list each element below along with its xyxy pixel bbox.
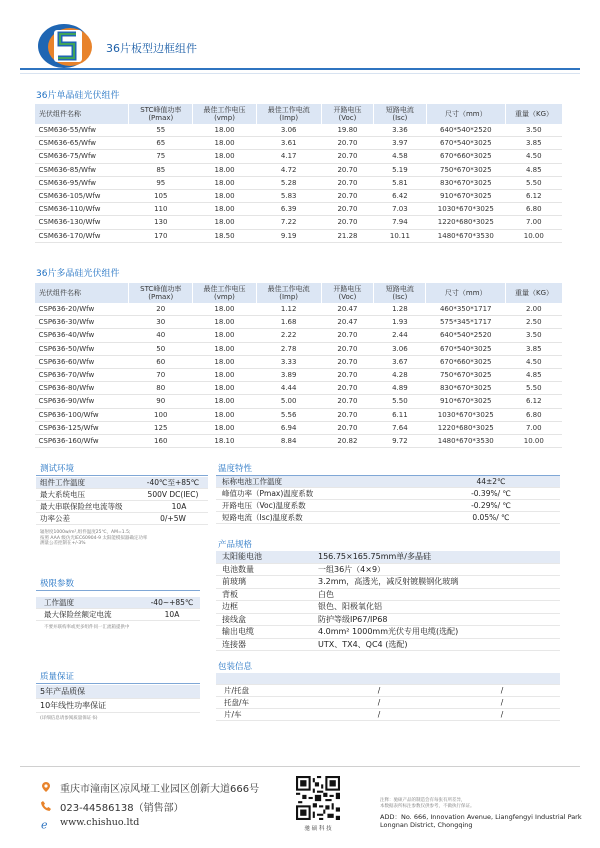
table-cell: 670*660*3025 bbox=[426, 355, 506, 368]
temperature-title: 温度特性 bbox=[218, 464, 253, 474]
mono-column-header-line: 尺寸（mm） bbox=[444, 110, 487, 118]
table-cell: 6.12 bbox=[506, 189, 562, 202]
table-cell: 18.00 bbox=[193, 150, 256, 163]
poly-column-header bbox=[374, 283, 426, 303]
table-cell: 1.12 bbox=[256, 303, 321, 316]
mono-column-header-line: 光伏组件名称 bbox=[39, 110, 81, 118]
table-cell: CSM636-55/Wfw bbox=[35, 124, 129, 137]
table-cell: 20.70 bbox=[321, 189, 374, 202]
table-row bbox=[35, 395, 563, 408]
poly-section-title: 36片多晶硅光伏组件 bbox=[36, 269, 120, 279]
table-cell: 20.70 bbox=[321, 203, 374, 216]
test-env-title: 测试环境 bbox=[40, 464, 75, 474]
table-cell: 95 bbox=[129, 176, 193, 189]
table-cell: 670*540*3025 bbox=[426, 342, 506, 355]
packing-list bbox=[216, 673, 560, 721]
table-cell: 1.93 bbox=[374, 316, 426, 329]
table-cell: 18.00 bbox=[193, 382, 256, 395]
table-cell: 90 bbox=[129, 395, 193, 408]
table-cell: 1.68 bbox=[256, 316, 321, 329]
table-row bbox=[35, 434, 563, 447]
table-cell: 6.80 bbox=[506, 408, 562, 421]
poly-column-header-line: 光伏组件名称 bbox=[39, 289, 81, 297]
location-pin-icon bbox=[40, 781, 52, 793]
table-row bbox=[35, 137, 563, 150]
table-cell: CSP636-160/Wfw bbox=[35, 434, 129, 447]
table-cell: 20.47 bbox=[321, 303, 374, 316]
table-cell: 670*540*3025 bbox=[426, 137, 506, 150]
test-env-row: 组件工作温度 -40℃至+85℃ bbox=[36, 477, 208, 489]
table-row bbox=[35, 329, 563, 342]
poly-column-header-line: 最佳工作电压 bbox=[203, 285, 246, 293]
qr-caption: 驰 硕 科 技 bbox=[304, 826, 332, 832]
table-cell: 18.00 bbox=[193, 342, 256, 355]
footer-address: 重庆市潼南区凉风垭工业园区创新大道666号 bbox=[60, 784, 260, 795]
table-cell: 5.00 bbox=[256, 395, 321, 408]
table-cell: 18.50 bbox=[193, 229, 256, 242]
product-row: 连接器 UTX、TX4、QC4 (选配) bbox=[216, 639, 560, 652]
footer-en-address-1: ADD：No. 666, Innovation Avenue, Liangfengyi Industrial Park bbox=[380, 813, 582, 821]
table-cell: 20.70 bbox=[321, 329, 374, 342]
table-cell: 6.12 bbox=[506, 395, 562, 408]
limits-list bbox=[36, 597, 200, 631]
table-cell: 5.50 bbox=[374, 395, 426, 408]
table-cell: 20.47 bbox=[321, 316, 374, 329]
table-cell: CSP636-50/Wfw bbox=[35, 342, 129, 355]
warranty-row: 5年产品质保 bbox=[36, 685, 200, 699]
footer-en-address-2: Longnan District, Chongqing bbox=[380, 821, 473, 829]
table-cell: 6.39 bbox=[256, 203, 321, 216]
temperature-row: 短路电流（Isc)温度系数 0.05%/ ℃ bbox=[216, 512, 560, 524]
product-row: 接线盒 防护等级IP67/IP68 bbox=[216, 614, 560, 627]
mono-column-header-line: (Imp) bbox=[279, 114, 299, 122]
mono-column-header-line: 开路电压 bbox=[333, 106, 362, 114]
mono-column-header-line: STC峰值功率 bbox=[140, 106, 182, 114]
table-cell: 7.22 bbox=[256, 216, 321, 229]
table-cell: 18.00 bbox=[193, 408, 256, 421]
table-cell: 18.00 bbox=[193, 395, 256, 408]
table-cell: 40 bbox=[129, 329, 193, 342]
warranty-row: 10年线性功率保证 bbox=[36, 699, 200, 713]
table-cell: 4.72 bbox=[256, 163, 321, 176]
table-cell: 18.00 bbox=[193, 303, 256, 316]
table-row bbox=[35, 421, 563, 434]
mono-column-header-line: 重量（KG） bbox=[515, 110, 554, 118]
table-cell: 5.81 bbox=[374, 176, 426, 189]
table-row bbox=[35, 303, 563, 316]
table-cell: CSM636-95/Wfw bbox=[35, 176, 129, 189]
table-cell: 20.70 bbox=[321, 163, 374, 176]
poly-column-header bbox=[35, 283, 129, 303]
table-cell: 3.89 bbox=[256, 368, 321, 381]
table-cell: CSM636-85/Wfw bbox=[35, 163, 129, 176]
table-row bbox=[35, 408, 563, 421]
table-cell: 7.00 bbox=[506, 216, 562, 229]
poly-column-header-line: (Imp) bbox=[279, 293, 299, 301]
limits-note: 不要并联构率或更多组件同一汇流箱提供中 bbox=[44, 625, 130, 630]
poly-column-header-line: 开路电压 bbox=[333, 285, 362, 293]
table-row bbox=[35, 163, 563, 176]
table-cell: 18.00 bbox=[193, 316, 256, 329]
poly-column-header-line: 尺寸（mm） bbox=[444, 289, 487, 297]
product-row: 边框 银色、阳极氧化铝 bbox=[216, 601, 560, 614]
table-row bbox=[35, 216, 563, 229]
table-cell: 18.10 bbox=[193, 434, 256, 447]
table-cell: 75 bbox=[129, 150, 193, 163]
table-cell: CSM636-110/Wfw bbox=[35, 203, 129, 216]
mono-column-header-line: 短路电流 bbox=[385, 106, 414, 114]
table-cell: 6.94 bbox=[256, 421, 321, 434]
table-cell: CSP636-125/Wfw bbox=[35, 421, 129, 434]
table-cell: 3.06 bbox=[256, 124, 321, 137]
table-cell: 5.19 bbox=[374, 163, 426, 176]
warranty-rule bbox=[36, 683, 200, 684]
header-divider bbox=[20, 68, 580, 70]
limits-row: 最大保险丝额定电流 10A bbox=[36, 609, 200, 621]
table-cell: 20.70 bbox=[321, 382, 374, 395]
table-cell: 20.70 bbox=[321, 176, 374, 189]
table-cell: 9.19 bbox=[256, 229, 321, 242]
table-cell: CSP636-90/Wfw bbox=[35, 395, 129, 408]
poly-column-header bbox=[426, 283, 506, 303]
table-cell: 4.17 bbox=[256, 150, 321, 163]
table-cell: CSP636-60/Wfw bbox=[35, 355, 129, 368]
table-cell: 4.50 bbox=[506, 355, 562, 368]
poly-spec-table bbox=[34, 283, 562, 448]
table-cell: 18.00 bbox=[193, 329, 256, 342]
svg-text:e: e bbox=[41, 818, 48, 830]
table-cell: CSP636-80/Wfw bbox=[35, 382, 129, 395]
company-logo bbox=[36, 20, 96, 72]
table-cell: 3.85 bbox=[506, 137, 562, 150]
poly-column-header bbox=[193, 283, 256, 303]
table-cell: 2.00 bbox=[506, 303, 562, 316]
product-row: 电池数量 一组36片（4×9） bbox=[216, 564, 560, 577]
table-cell: 20.70 bbox=[321, 342, 374, 355]
table-row bbox=[35, 203, 563, 216]
table-cell: 640*540*2520 bbox=[426, 124, 506, 137]
qr-code-icon bbox=[296, 776, 340, 820]
poly-column-header bbox=[506, 283, 562, 303]
table-cell: 3.36 bbox=[374, 124, 426, 137]
table-cell: 4.85 bbox=[506, 368, 562, 381]
table-cell: 1030*670*3025 bbox=[426, 408, 506, 421]
table-row bbox=[35, 189, 563, 202]
poly-column-header bbox=[256, 283, 321, 303]
table-cell: 1480*670*3530 bbox=[426, 229, 506, 242]
table-cell: 18.00 bbox=[193, 421, 256, 434]
table-cell: 6.80 bbox=[506, 203, 562, 216]
temperature-row: 峰值功率（Pmax)温度系数 -0.39%/ ℃ bbox=[216, 488, 560, 500]
table-cell: 7.94 bbox=[374, 216, 426, 229]
table-cell: 20.70 bbox=[321, 216, 374, 229]
table-cell: 85 bbox=[129, 163, 193, 176]
table-cell: 5.83 bbox=[256, 189, 321, 202]
mono-column-header-line: 最佳工作电流 bbox=[267, 106, 310, 114]
table-row bbox=[35, 368, 563, 381]
test-env-row: 最大系统电压 500V DC(IEC) bbox=[36, 489, 208, 501]
table-cell: 1.28 bbox=[374, 303, 426, 316]
table-cell: 9.72 bbox=[374, 434, 426, 447]
table-cell: 30 bbox=[129, 316, 193, 329]
page-title: 36片板型边框组件 bbox=[106, 42, 197, 55]
table-cell: 7.64 bbox=[374, 421, 426, 434]
packing-row: 片/托盘 / / bbox=[216, 685, 560, 697]
table-cell: 460*350*1717 bbox=[426, 303, 506, 316]
table-cell: 640*540*2520 bbox=[426, 329, 506, 342]
table-cell: 60 bbox=[129, 355, 193, 368]
table-cell: 3.85 bbox=[506, 342, 562, 355]
table-cell: 575*345*1717 bbox=[426, 316, 506, 329]
table-row bbox=[35, 124, 563, 137]
table-cell: 1030*670*3025 bbox=[426, 203, 506, 216]
table-cell: 18.00 bbox=[193, 355, 256, 368]
table-cell: 110 bbox=[129, 203, 193, 216]
product-row: 前玻璃 3.2mm，高透光，减反射镀膜钢化玻璃 bbox=[216, 576, 560, 589]
table-cell: 8.84 bbox=[256, 434, 321, 447]
table-cell: 4.89 bbox=[374, 382, 426, 395]
table-cell: 3.06 bbox=[374, 342, 426, 355]
table-cell: 5.28 bbox=[256, 176, 321, 189]
phone-icon bbox=[40, 800, 52, 812]
mono-column-header-line: (Isc) bbox=[392, 114, 408, 122]
poly-column-header-line: 短路电流 bbox=[385, 285, 414, 293]
table-cell: 1220*680*3025 bbox=[426, 216, 506, 229]
table-cell: 20.70 bbox=[321, 150, 374, 163]
table-cell: 2.50 bbox=[506, 316, 562, 329]
table-cell: 7.03 bbox=[374, 203, 426, 216]
temperature-list bbox=[216, 476, 560, 524]
poly-column-header bbox=[129, 283, 193, 303]
table-cell: 125 bbox=[129, 421, 193, 434]
table-cell: 910*670*3025 bbox=[426, 395, 506, 408]
table-cell: 10.00 bbox=[506, 229, 562, 242]
table-cell: CSP636-20/Wfw bbox=[35, 303, 129, 316]
test-env-note-1: 辐射度1000w/m²,组件温度25℃，AM=1.5; bbox=[40, 530, 131, 535]
table-cell: 830*670*3025 bbox=[426, 176, 506, 189]
table-cell: 18.00 bbox=[193, 189, 256, 202]
table-row bbox=[35, 229, 563, 242]
footer-phone: 023-44586138（销售部） bbox=[60, 803, 184, 814]
table-cell: CSM636-75/Wfw bbox=[35, 150, 129, 163]
table-row bbox=[35, 382, 563, 395]
table-cell: 20.82 bbox=[321, 434, 374, 447]
table-cell: 20.70 bbox=[321, 137, 374, 150]
table-cell: 6.11 bbox=[374, 408, 426, 421]
table-cell: 50 bbox=[129, 342, 193, 355]
table-cell: 750*670*3025 bbox=[426, 163, 506, 176]
packing-row: 片/车 / / bbox=[216, 709, 560, 721]
poly-column-header-line: 重量（KG） bbox=[515, 289, 554, 297]
table-cell: 10.00 bbox=[506, 434, 562, 447]
table-cell: 2.44 bbox=[374, 329, 426, 342]
table-cell: 160 bbox=[129, 434, 193, 447]
table-cell: 3.50 bbox=[506, 124, 562, 137]
limits-row: 工作温度 -40~+85℃ bbox=[36, 597, 200, 609]
table-cell: 18.00 bbox=[193, 203, 256, 216]
packing-row: 托盘/车 / / bbox=[216, 697, 560, 709]
product-row: 太阳能电池 156.75×165.75mm单/多晶硅 bbox=[216, 551, 560, 564]
table-cell: 3.97 bbox=[374, 137, 426, 150]
table-cell: 20.70 bbox=[321, 408, 374, 421]
footer-divider bbox=[20, 766, 580, 767]
table-cell: 20.70 bbox=[321, 355, 374, 368]
poly-column-header-line: (vmp) bbox=[214, 293, 235, 301]
table-row bbox=[35, 176, 563, 189]
website-icon bbox=[40, 818, 52, 830]
table-cell: 5.56 bbox=[256, 408, 321, 421]
table-cell: 19.80 bbox=[321, 124, 374, 137]
footer-note-2: 本数据表所标注参数仅供参考，不做执行保证。 bbox=[380, 804, 475, 809]
product-row: 输出电缆 4.0mm² 1000mm光伏专用电缆(选配) bbox=[216, 626, 560, 639]
footer-website[interactable]: www.chishuo.ltd bbox=[60, 817, 140, 828]
table-cell: 4.44 bbox=[256, 382, 321, 395]
header-divider-thin bbox=[20, 73, 580, 74]
table-row bbox=[35, 150, 563, 163]
limits-title: 极限参数 bbox=[40, 579, 75, 589]
temperature-row: 标称电池工作温度 44±2℃ bbox=[216, 476, 560, 488]
mono-column-header bbox=[256, 104, 321, 124]
table-cell: 20 bbox=[129, 303, 193, 316]
mono-column-header-line: (vmp) bbox=[214, 114, 235, 122]
mono-column-header bbox=[35, 104, 129, 124]
table-cell: 20.70 bbox=[321, 395, 374, 408]
mono-column-header-line: (Pmax) bbox=[148, 114, 174, 122]
table-cell: 4.85 bbox=[506, 163, 562, 176]
table-cell: 670*660*3025 bbox=[426, 150, 506, 163]
table-cell: 5.50 bbox=[506, 176, 562, 189]
test-env-note-2: 按照 AAA 级仿光IEC60904-9 太阳能模拟器确定功率 bbox=[40, 535, 148, 541]
table-cell: 18.00 bbox=[193, 368, 256, 381]
footer-note-1: 注释：驰硕产品的制造会有每张有所差异， bbox=[380, 798, 466, 803]
table-cell: 100 bbox=[129, 408, 193, 421]
table-cell: 750*670*3025 bbox=[426, 368, 506, 381]
table-cell: CSP636-40/Wfw bbox=[35, 329, 129, 342]
table-cell: 10.11 bbox=[374, 229, 426, 242]
packing-title: 包装信息 bbox=[218, 662, 253, 672]
table-cell: 4.28 bbox=[374, 368, 426, 381]
table-cell: CSP636-70/Wfw bbox=[35, 368, 129, 381]
test-env-row: 最大串联保险丝电流等级 10A bbox=[36, 501, 208, 513]
table-cell: 830*670*3025 bbox=[426, 382, 506, 395]
table-row bbox=[35, 316, 563, 329]
temperature-row: 开路电压（Voc)温度系数 -0.29%/ ℃ bbox=[216, 500, 560, 512]
table-cell: 7.00 bbox=[506, 421, 562, 434]
mono-spec-table bbox=[34, 104, 562, 243]
poly-column-header-line: STC峰值功率 bbox=[140, 285, 182, 293]
mono-column-header bbox=[374, 104, 426, 124]
table-cell: CSM636-105/Wfw bbox=[35, 189, 129, 202]
poly-column-header-line: 最佳工作电流 bbox=[267, 285, 310, 293]
mono-column-header bbox=[506, 104, 562, 124]
table-cell: 2.78 bbox=[256, 342, 321, 355]
test-env-row: 功率公差 0/+5W bbox=[36, 513, 208, 525]
table-cell: CSM636-170/Wfw bbox=[35, 229, 129, 242]
table-cell: 70 bbox=[129, 368, 193, 381]
test-env-rule bbox=[36, 475, 208, 476]
mono-column-header-line: (Voc) bbox=[338, 114, 357, 122]
table-cell: 170 bbox=[129, 229, 193, 242]
table-cell: 4.50 bbox=[506, 150, 562, 163]
table-cell: 4.58 bbox=[374, 150, 426, 163]
table-cell: 55 bbox=[129, 124, 193, 137]
poly-column-header bbox=[321, 283, 374, 303]
mono-column-header bbox=[426, 104, 506, 124]
packing-header-row bbox=[216, 673, 560, 685]
limits-rule bbox=[36, 590, 200, 591]
table-cell: 18.00 bbox=[193, 216, 256, 229]
table-cell: 130 bbox=[129, 216, 193, 229]
table-cell: 3.33 bbox=[256, 355, 321, 368]
table-cell: 910*670*3025 bbox=[426, 189, 506, 202]
table-cell: 18.00 bbox=[193, 137, 256, 150]
table-cell: CSM636-130/Wfw bbox=[35, 216, 129, 229]
table-cell: 2.22 bbox=[256, 329, 321, 342]
product-list bbox=[216, 551, 560, 651]
mono-column-header bbox=[321, 104, 374, 124]
warranty-list bbox=[36, 685, 200, 722]
poly-column-header-line: (Voc) bbox=[338, 293, 357, 301]
table-row bbox=[35, 342, 563, 355]
table-cell: 20.70 bbox=[321, 421, 374, 434]
table-cell: 5.50 bbox=[506, 382, 562, 395]
table-cell: 3.67 bbox=[374, 355, 426, 368]
table-cell: 18.00 bbox=[193, 124, 256, 137]
table-cell: 21.28 bbox=[321, 229, 374, 242]
table-cell: 1480*670*3530 bbox=[426, 434, 506, 447]
mono-section-title: 36片单晶硅光伏组件 bbox=[36, 91, 120, 101]
poly-column-header-line: (Pmax) bbox=[148, 293, 174, 301]
table-cell: 6.42 bbox=[374, 189, 426, 202]
table-cell: CSM636-65/Wfw bbox=[35, 137, 129, 150]
table-cell: CSP636-30/Wfw bbox=[35, 316, 129, 329]
mono-column-header bbox=[193, 104, 256, 124]
table-cell: 18.00 bbox=[193, 176, 256, 189]
warranty-title: 质量保证 bbox=[40, 672, 75, 682]
product-row: 背板 白色 bbox=[216, 589, 560, 602]
test-env-list bbox=[36, 477, 208, 547]
table-cell: 18.00 bbox=[193, 163, 256, 176]
table-cell: CSP636-100/Wfw bbox=[35, 408, 129, 421]
poly-column-header-line: (Isc) bbox=[392, 293, 408, 301]
table-cell: 80 bbox=[129, 382, 193, 395]
mono-column-header bbox=[129, 104, 193, 124]
mono-column-header-line: 最佳工作电压 bbox=[203, 106, 246, 114]
table-cell: 20.70 bbox=[321, 368, 374, 381]
table-cell: 3.50 bbox=[506, 329, 562, 342]
test-env-note-3: 测量公差控制在+/-3% bbox=[40, 541, 86, 546]
table-cell: 1220*680*3025 bbox=[426, 421, 506, 434]
product-title: 产品规格 bbox=[218, 540, 253, 550]
table-row bbox=[35, 355, 563, 368]
table-cell: 3.61 bbox=[256, 137, 321, 150]
table-cell: 105 bbox=[129, 189, 193, 202]
warranty-note: (详细信息请参阅质量保证书) bbox=[40, 716, 98, 721]
table-cell: 65 bbox=[129, 137, 193, 150]
